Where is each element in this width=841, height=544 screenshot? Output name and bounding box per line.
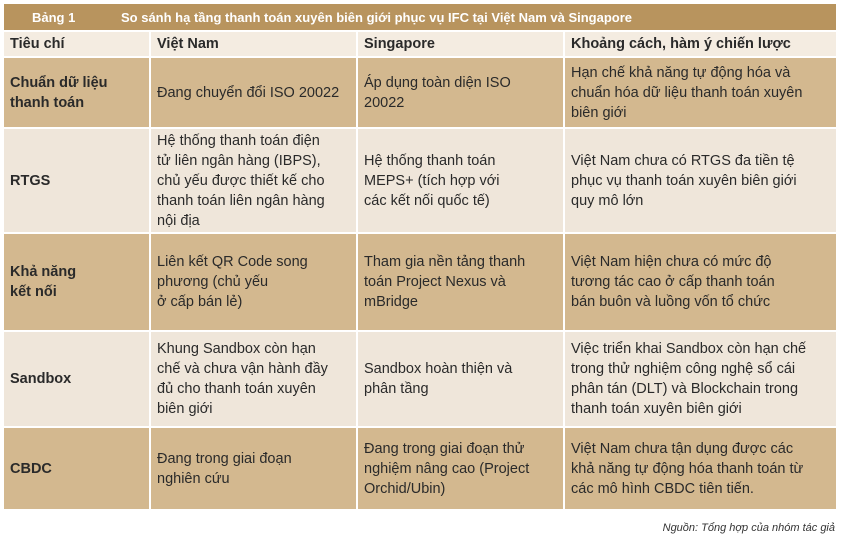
table-row — [4, 233, 836, 331]
vietnam-cell: Khung Sandbox còn hạn chế và chưa vận hành đầy đủ cho thanh toán xuyên biên giới — [150, 331, 357, 427]
table-row — [4, 331, 836, 427]
singapore-cell: Hệ thống thanh toán MEPS+ (tích hợp với các kết nối quốc tế) — [357, 128, 564, 233]
column-header-vietnam: Việt Nam — [150, 32, 357, 57]
singapore-cell: Tham gia nền tảng thanh toán Project Nexus và mBridge — [357, 233, 564, 331]
criterion-cell: CBDC — [4, 427, 150, 510]
table-row — [4, 57, 836, 128]
gap-cell: Việt Nam chưa có RTGS đa tiền tệ phục vụ thanh toán xuyên biên giới quy mô lớn — [564, 128, 836, 233]
criterion-cell: Khả năng kết nối — [4, 233, 150, 331]
column-header-criterion: Tiêu chí — [4, 32, 150, 57]
singapore-cell: Sandbox hoàn thiện và phân tầng — [357, 331, 564, 427]
vietnam-cell: Liên kết QR Code song phương (chủ yếu ở cấp bán lẻ) — [150, 233, 357, 331]
gap-cell: Việt Nam hiện chưa có mức độ tương tác cao ở cấp thanh toán bán buôn và luồng vốn tổ chức — [564, 233, 836, 331]
table-title: So sánh hạ tầng thanh toán xuyên biên giới phục vụ IFC tại Việt Nam và Singapore — [121, 9, 633, 25]
comparison-table — [4, 32, 836, 511]
column-header-gap: Khoảng cách, hàm ý chiến lược — [564, 32, 836, 57]
gap-cell: Việc triển khai Sandbox còn hạn chế trong thử nghiệm công nghệ sổ cái phân tán (DLT) và Blockchain trong thanh toán xuyên biên giới — [564, 331, 836, 427]
singapore-cell: Đang trong giai đoạn thử nghiệm nâng cao (Project Orchid/Ubin) — [357, 427, 564, 510]
table-header-row — [4, 32, 836, 57]
criterion-cell: RTGS — [4, 128, 150, 233]
gap-cell: Việt Nam chưa tận dụng được các khả năng tự động hóa thanh toán từ các mô hình CBDC tiên tiến. — [564, 427, 836, 510]
vietnam-cell: Đang trong giai đoạn nghiên cứu — [150, 427, 357, 510]
source-note: Nguồn: Tổng hợp của nhóm tác giả — [662, 522, 835, 534]
gap-cell: Hạn chế khả năng tự động hóa và chuẩn hóa dữ liệu thanh toán xuyên biên giới — [564, 57, 836, 128]
table-number-label: Bảng 1 — [32, 9, 76, 25]
vietnam-cell: Hệ thống thanh toán điện tử liên ngân hàng (IBPS), chủ yếu được thiết kế cho thanh toán liên ngân hàng nội địa — [150, 128, 357, 233]
table-title-bar — [4, 4, 836, 30]
vietnam-cell: Đang chuyển đổi ISO 20022 — [150, 57, 357, 128]
criterion-cell: Chuẩn dữ liệu thanh toán — [4, 57, 150, 128]
criterion-cell: Sandbox — [4, 331, 150, 427]
table-row — [4, 427, 836, 510]
column-header-singapore: Singapore — [357, 32, 564, 57]
table-row — [4, 128, 836, 233]
singapore-cell: Áp dụng toàn diện ISO 20022 — [357, 57, 564, 128]
